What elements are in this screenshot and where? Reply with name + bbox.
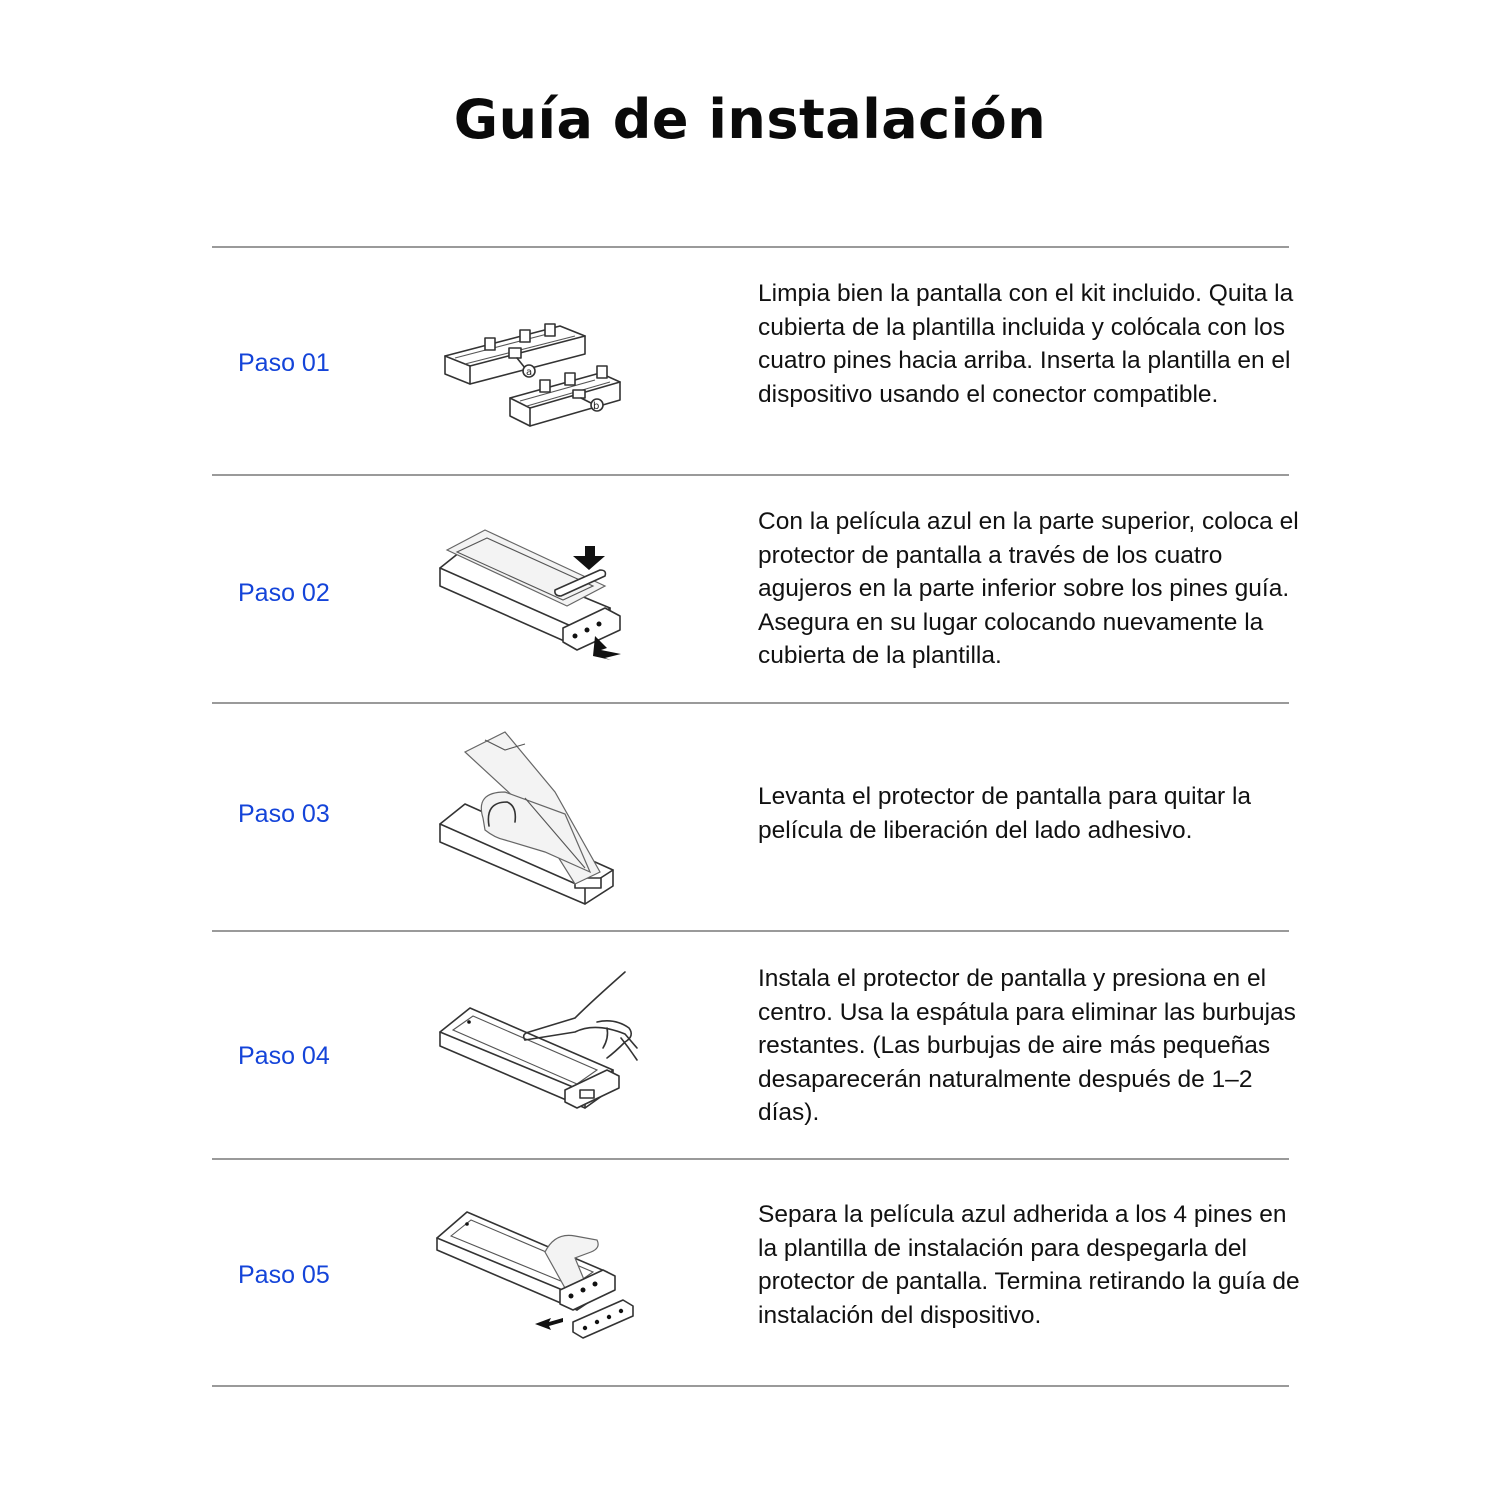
step-label: Paso 03 xyxy=(238,800,330,828)
callout-a: a xyxy=(526,367,533,378)
divider xyxy=(212,246,1289,248)
step-label: Paso 05 xyxy=(238,1261,330,1289)
peel-release-film-icon xyxy=(425,722,645,912)
step-label: Paso 04 xyxy=(238,1042,330,1070)
step-label: Paso 01 xyxy=(238,349,330,377)
divider xyxy=(212,702,1289,704)
step-label: Paso 02 xyxy=(238,579,330,607)
step-description: Levanta el protector de pantalla para quitar la película de liberación del lado adhesivo. xyxy=(758,783,1252,844)
press-center-icon xyxy=(425,962,645,1152)
installation-jig-icon xyxy=(425,318,645,508)
divider xyxy=(212,1385,1289,1387)
step-description: Separa la película azul adherida a los 4 pines en la plantilla de instalación para despegarla del protector de pantalla. Termina retirando la guía de instalación del dispositivo. xyxy=(758,1201,1300,1329)
divider xyxy=(212,1158,1289,1160)
divider xyxy=(212,930,1289,932)
step-description: Con la película azul en la parte superior, coloca el protector de pantalla a través de los cuatro agujeros en la parte inferior sobre los pines guía. Asegura en su lugar colocando nuevamente la cubierta de la plantilla. xyxy=(758,508,1299,669)
callout-b: b xyxy=(593,401,600,412)
step-description: Limpia bien la pantalla con el kit incluido. Quita la cubierta de la plantilla incluida y colócala con los cuatro pines hacia arriba. Inserta la plantilla en el dispositivo usando el conector compatible. xyxy=(758,280,1294,408)
page-title: Guía de instalación xyxy=(453,88,1047,151)
step-description: Instala el protector de pantalla y presiona en el centro. Usa la espátula para eliminar las burbujas restantes. (Las burbujas de aire más pequeñas desaparecerán naturalmente después de 1–2 días). xyxy=(758,965,1296,1126)
remove-jig-icon xyxy=(425,1192,645,1382)
align-protector-icon xyxy=(425,508,645,698)
divider xyxy=(212,474,1289,476)
